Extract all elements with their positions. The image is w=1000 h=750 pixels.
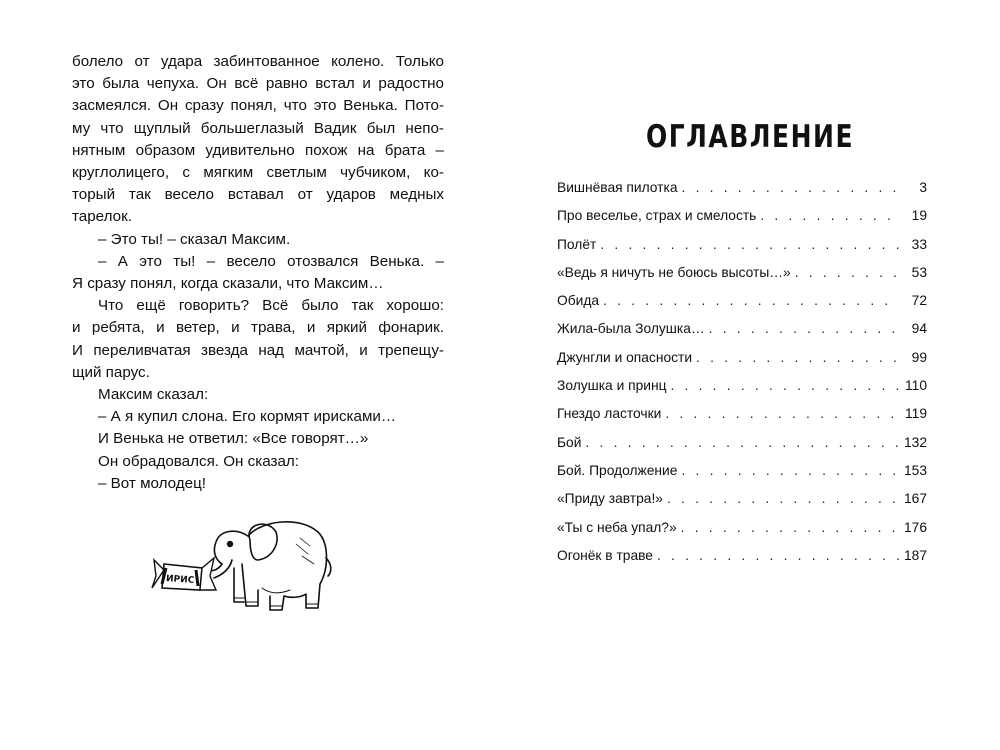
dialogue-line: – Вот молодец! [98, 474, 207, 492]
toc-dot-leader [760, 208, 899, 223]
toc-entry[interactable] [557, 293, 927, 321]
elephant-illustration [150, 498, 336, 628]
toc-entry-title: Огонёк в траве [557, 547, 653, 563]
toc-dot-leader [585, 435, 899, 450]
toc-entry-title: «Ты с неба упал?» [557, 519, 677, 535]
toc-entry-page: 110 [905, 378, 927, 394]
toc-entry[interactable] [557, 265, 927, 293]
right-page [500, 0, 1000, 750]
toc-entry-page: 3 [919, 180, 927, 195]
toc-dot-leader [670, 378, 899, 393]
text-line: И Венька не ответил: «Все говорят…» [98, 430, 369, 448]
toc-entry[interactable] [557, 208, 927, 236]
toc-entry-page: 33 [911, 236, 927, 252]
toc-entry[interactable] [557, 463, 927, 491]
toc-dot-leader [600, 237, 899, 252]
toc-entry-title: «Приду завтра!» [557, 491, 663, 507]
table-of-contents [557, 180, 927, 576]
toc-entry[interactable] [557, 520, 927, 548]
toc-entry-page: 94 [911, 321, 927, 337]
toc-entry-page: 176 [903, 519, 927, 535]
dialogue-line: – А это ты! – весело отозвался Венька. – [98, 252, 444, 270]
story-text [72, 51, 444, 495]
text-line: щий парус. [72, 363, 150, 381]
toc-entry[interactable] [557, 406, 927, 434]
toc-entry[interactable] [557, 321, 927, 349]
text-line: торый так весело вставал от ударов медных [72, 186, 444, 204]
toc-dot-leader [709, 321, 899, 336]
toc-entry[interactable] [557, 491, 927, 519]
text-line: болело от удара забинтованное колено. Только [72, 53, 444, 70]
toc-dot-leader [681, 463, 899, 478]
toc-entry-title: «Ведь я ничуть не боюсь высоты…» [557, 264, 791, 280]
toc-entry-page: 72 [911, 293, 927, 309]
toc-entry-page: 167 [903, 491, 927, 507]
dialogue-line: – А я купил слона. Его кормят ирисками… [98, 408, 397, 426]
candy-label: ИРИС [165, 574, 195, 586]
toc-entry-page: 19 [911, 208, 927, 224]
text-line: му что щуплый большеглазый Вадик был непо- [72, 119, 444, 137]
toc-entry[interactable] [557, 435, 927, 463]
text-line: засмеялся. Он сразу понял, что это Венька. Пото- [72, 97, 444, 115]
toc-entry-page: 187 [903, 547, 927, 563]
toc-entry-title: Золушка и принц [557, 378, 667, 394]
toc-dot-leader [657, 548, 899, 563]
toc-entry-title: Обида [557, 293, 600, 309]
text-line: и ребята, и ветер, и трава, и яркий фонарик. [72, 319, 444, 337]
toc-entry-title: Про веселье, страх и смелость [557, 208, 757, 224]
toc-entry-title: Вишнёвая пилотка [557, 180, 678, 195]
toc-dot-leader [795, 265, 899, 280]
dialogue-line: – Это ты! – сказал Максим. [98, 230, 291, 248]
toc-dot-leader [681, 520, 899, 535]
toc-dot-leader [696, 350, 899, 365]
toc-entry[interactable] [557, 378, 927, 406]
toc-title: ОГЛАВЛЕНИЕ [645, 118, 855, 155]
toc-entry-page: 153 [903, 462, 927, 478]
toc-entry-page: 99 [911, 349, 927, 365]
toc-entry-title: Жила-была Золушка… [557, 321, 705, 337]
toc-dot-leader [667, 491, 899, 506]
text-line: нятным образом удивительно похож на брата – [72, 141, 444, 159]
text-line: Что ещё говорить? Всё было так хорошо: [98, 297, 444, 315]
text-line: Он обрадовался. Он сказал: [98, 452, 299, 470]
text-line: И переливчатая звезда над мачтой, и трепещу- [72, 341, 444, 359]
toc-dot-leader [682, 180, 899, 195]
toc-entry-page: 53 [911, 264, 927, 280]
toc-entry[interactable] [557, 548, 927, 576]
toc-entry-page: 119 [905, 406, 927, 422]
toc-entry-title: Гнездо ласточки [557, 406, 662, 422]
toc-entry[interactable] [557, 237, 927, 265]
text-line: тарелок. [72, 208, 132, 226]
toc-entry[interactable] [557, 350, 927, 378]
toc-entry[interactable] [557, 180, 927, 208]
candy-icon [152, 558, 216, 590]
text-line: Я сразу понял, когда сказали, что Максим… [72, 275, 384, 293]
text-line: круглолицего, с мягким светлым чубчиком, ко- [72, 164, 444, 182]
text-line: это была чепуха. Он всё равно встал и радостно [72, 75, 444, 93]
text-line: Максим сказал: [98, 386, 209, 404]
toc-entry-title: Бой. Продолжение [557, 462, 678, 478]
toc-entry-title: Джунгли и опасности [557, 349, 693, 365]
toc-dot-leader [603, 293, 899, 308]
toc-entry-page: 132 [903, 434, 927, 450]
toc-dot-leader [665, 406, 899, 421]
toc-entry-title: Бой [557, 434, 582, 450]
toc-entry-title: Полёт [557, 236, 597, 252]
